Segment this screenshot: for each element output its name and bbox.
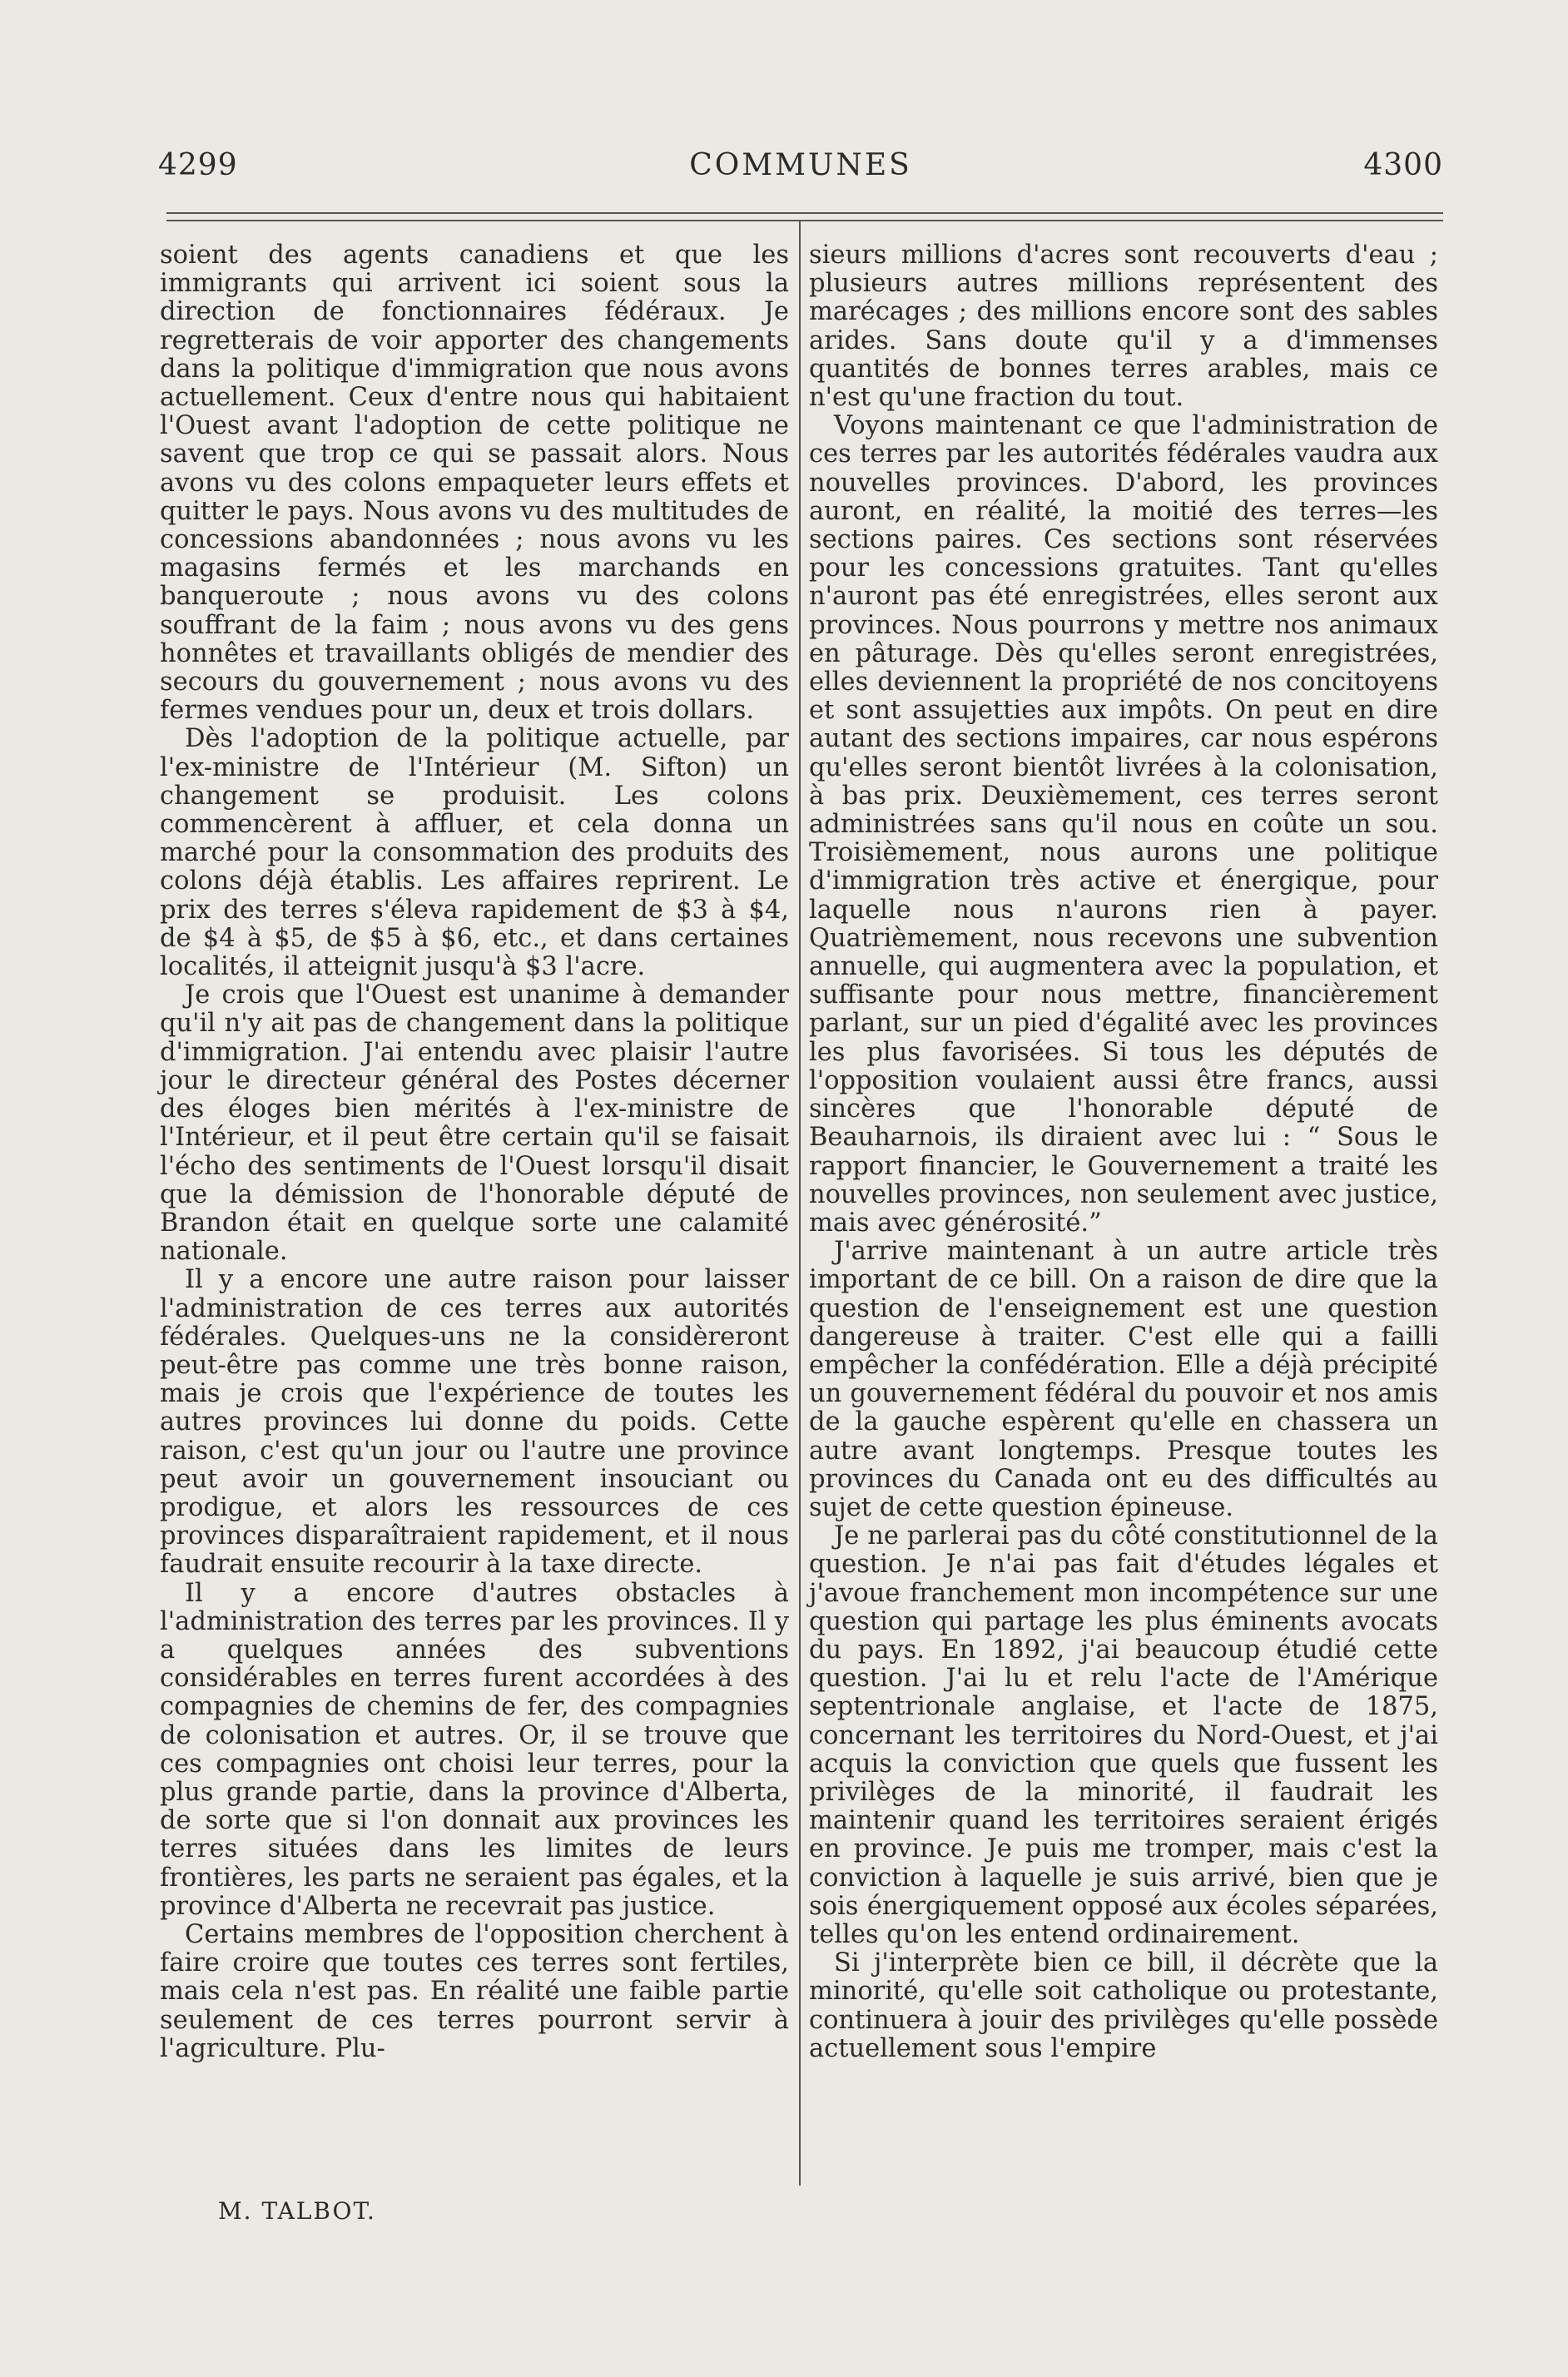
header-rule-bottom	[166, 220, 1443, 221]
paragraph: Voyons maintenant ce que l'administration de ces terres par les autorités fédérales vaudra aux nouvelles provinces. D'abord, les provinces auront, en réalité, la moitié des terres—les sections paires. Ces sections sont réservées pour les concessions gratuites. Tant qu'elles n'auront pas été enregistrées, elles seront aux provinces. Nous pourrons y mettre nos animaux en pâturage. Dès qu'elles seront enregistrées, elles deviennent la propriété de nos concitoyens et sont assujetties aux impôts. On peut en dire autant des sections impaires, car nous espérons qu'elles seront bientôt livrées à la colonisation, à bas prix. Deuxièmement, ces terres seront administrées sans qu'il nous en coûte un sou. Troisièmement, nous aurons une politique d'immigration très active et énergique, pour laquelle nous n'aurons rien à payer. Quatrièmement, nous recevons une subvention annuelle, qui augmentera avec la population, et suffisante pour nous mettre, financièrement parlant, sur un pied d'égalité avec les provinces les plus favorisées. Si tous les députés de l'opposition voulaient aussi être francs, aussi sincères que l'honorable député de Beauharnois, ils diraient avec lui : “ Sous le rapport financier, le Gouvernement a traité les nouvelles provinces, non seulement avec justice, mais avec générosité.”	[809, 411, 1438, 1238]
column-divider	[799, 221, 801, 2186]
page-title: COMMUNES	[689, 148, 912, 182]
paragraph: sieurs millions d'acres sont recouverts d'eau ; plusieurs autres millions représentent des marécages ; des millions encore sont des sables arides. Sans doute qu'il y a d'immenses quantités de bonnes terres arables, mais ce n'est qu'une fraction du tout.	[809, 241, 1438, 413]
paragraph: soient des agents canadiens et que les immigrants qui arrivent ici soient sous la direction de fonctionnaires fédéraux. Je regretterais de voir apporter des changements dans la politique d'immigration que nous avons actuellement. Ceux d'entre nous qui habitaient l'Ouest avant l'adoption de cette politique ne savent que trop ce qui se passait alors. Nous avons vu des colons empaqueter leurs effets et quitter le pays. Nous avons vu des multitudes de concessions abandonnées ; nous avons vu les magasins fermés et les marchands en banqueroute ; nous avons vu des colons souffrant de la faim ; nous avons vu des gens honnêtes et travaillants obligés de mendier des secours du gouvernement ; nous avons vu des fermes vendues pour un, deux et trois dollars.	[160, 241, 789, 726]
left-column	[160, 241, 789, 2063]
page-header	[158, 148, 1443, 190]
paragraph: Certains membres de l'opposition cherchent à faire croire que toutes ces terres sont fertiles, mais cela n'est pas. En réalité une faible partie seulement de ces terres pourront servir à l'agriculture. Plu-	[160, 1919, 789, 2063]
right-column	[809, 241, 1438, 2063]
paragraph: Il y a encore d'autres obstacles à l'administration des terres par les provinces. Il y a quelques années des subventions considérables en terres furent accordées à des compagnies de chemins de fer, des compagnies de colonisation et autres. Or, il se trouve que ces compagnies ont choisi leur terres, pour la plus grande partie, dans la province d'Alberta, de sorte que si l'on donnait aux provinces les terres situées dans les limites de leurs frontières, les parts ne seraient pas égales, et la province d'Alberta ne recevrait pas justice.	[160, 1578, 789, 1921]
paragraph: Dès l'adoption de la politique actuelle, par l'ex-ministre de l'Intérieur (M. Sifton) un changement se produisit. Les colons commencèrent à affluer, et cela donna un marché pour la consommation des produits des colons déjà établis. Les affaires reprirent. Le prix des terres s'éleva rapidement de $3 à $4, de $4 à $5, de $5 à $6, etc., et dans certaines localités, il atteignit jusqu'à $3 l'acre.	[160, 724, 789, 982]
paragraph: Je ne parlerai pas du côté constitutionnel de la question. Je n'ai pas fait d'études légales et j'avoue franchement mon incompétence sur une question qui partage les plus éminents avocats du pays. En 1892, j'ai beaucoup étudié cette question. J'ai lu et relu l'acte de l'Amérique septentrionale anglaise, et l'acte de 1875, concernant les territoires du Nord-Ouest, et j'ai acquis la conviction que quels que fussent les privilèges de la minorité, il faudrait les maintenir quand les territoires seraient érigés en province. Je puis me tromper, mais c'est la conviction à laquelle je suis arrivé, bien que je sois énergiquement opposé aux écoles séparées, telles qu'on les entend ordinairement.	[809, 1521, 1438, 1949]
paragraph: Je crois que l'Ouest est unanime à demander qu'il n'y ait pas de changement dans la politique d'immigration. J'ai entendu avec plaisir l'autre jour le directeur général des Postes décerner des éloges bien mérités à l'ex-ministre de l'Intérieur, et il peut être certain qu'il se faisait l'écho des sentiments de l'Ouest lorsqu'il disait que la démission de l'honorable député de Brandon était en quelque sorte une calamité nationale.	[160, 980, 789, 1267]
header-rule-top	[166, 212, 1443, 214]
paragraph: Il y a encore une autre raison pour laisser l'administration de ces terres aux autorités fédérales. Quelques-uns ne la considèreront peut-être pas comme une très bonne raison, mais je crois que l'expérience de toutes les autres provinces lui donne du poids. Cette raison, c'est qu'un jour ou l'autre une province peut avoir un gouvernement insouciant ou prodigue, et alors les ressources de ces provinces disparaîtraient rapidement, et il nous faudrait ensuite recourir à la taxe directe.	[160, 1265, 789, 1580]
paragraph: Si j'interprète bien ce bill, il décrète que la minorité, qu'elle soit catholique ou protestante, continuera à jouir des privilèges qu'elle possède actuellement sous l'empire	[809, 1948, 1438, 2063]
left-page-number: 4299	[158, 148, 238, 182]
speaker-name: M. TALBOT.	[218, 2197, 376, 2225]
paragraph: J'arrive maintenant à un autre article très important de ce bill. On a raison de dire que la question de l'enseignement est une question dangereuse à traiter. C'est elle qui a failli empêcher la confédération. Elle a déjà précipité un gouvernement fédéral du pouvoir et nos amis de la gauche espèrent qu'elle en chassera un autre avant longtemps. Presque toutes les provinces du Canada ont eu des difficultés au sujet de cette question épineuse.	[809, 1237, 1438, 1522]
right-page-number: 4300	[1363, 148, 1443, 182]
